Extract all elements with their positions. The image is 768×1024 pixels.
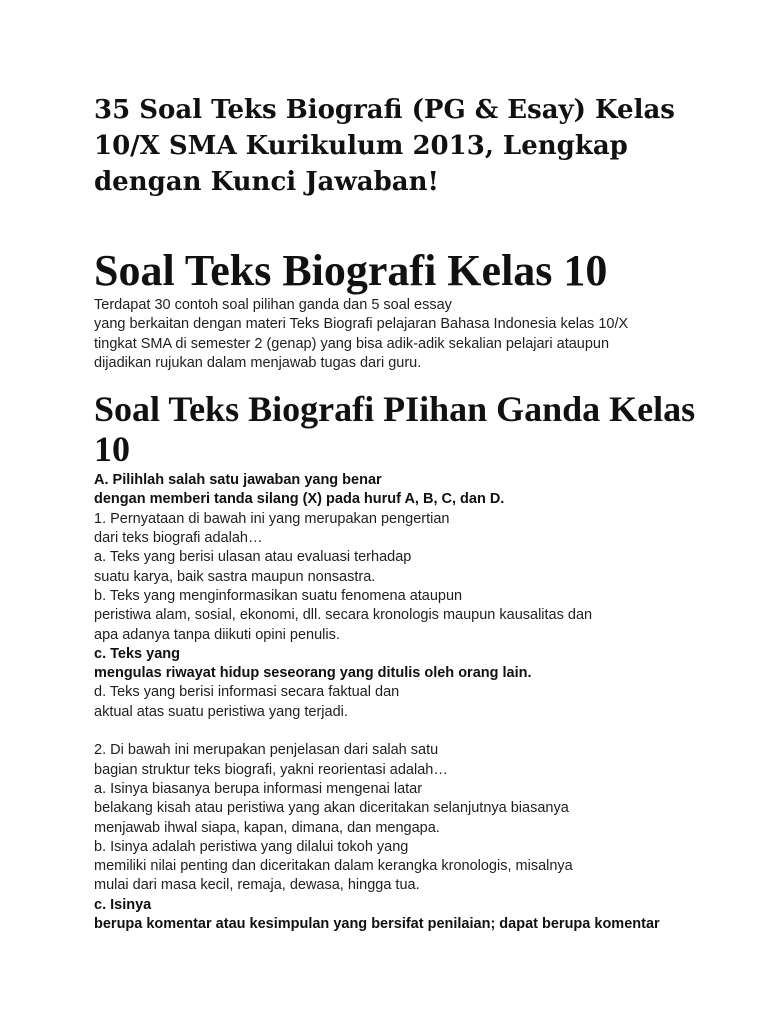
question-1-option-c-answer: c. Teks yang [94,645,180,662]
question-2 [94,741,708,934]
question-1-option-b: peristiwa alam, sosial, ekonomi, dll. secara kronologis maupun kausalitas dan [94,607,593,624]
question-2-text: bagian struktur teks biografi, yakni reorientasi adalah… [94,761,448,778]
question-2-option-b: mulai dari masa kecil, remaja, dewasa, hingga tua. [94,877,420,894]
question-1-text: dari teks biografi adalah… [94,530,263,547]
question-1-option-d: d. Teks yang berisi informasi secara faktual dan [94,684,400,701]
questions-body [94,471,708,934]
instruction [94,471,708,510]
question-1 [94,510,708,722]
intro-line: dijadikan rujukan dalam menjawab tugas dari guru. [94,354,422,371]
question-1-option-a: suatu karya, baik sastra maupun nonsastra. [94,568,376,585]
question-1-text: 1. Pernyataan di bawah ini yang merupakan pengertian [94,510,450,527]
question-2-option-a: menjawab ihwal siapa, kapan, dimana, dan mengapa. [94,819,440,836]
question-1-option-c-answer: mengulas riwayat hidup seseorang yang ditulis oleh orang lain. [94,665,532,682]
question-2-option-a: a. Isinya biasanya berupa informasi mengenai latar [94,780,423,797]
question-2-text: 2. Di bawah ini merupakan penjelasan dari salah satu [94,742,439,759]
intro-paragraph [94,296,708,373]
question-1-option-a: a. Teks yang berisi ulasan atau evaluasi terhadap [94,549,412,566]
intro-line: Terdapat 30 contoh soal pilihan ganda dan 5 soal essay [94,297,452,313]
question-2-option-b: b. Isinya adalah peristiwa yang dilalui tokoh yang [94,838,409,855]
intro-line: yang berkaitan dengan materi Teks Biografi pelajaran Bahasa Indonesia kelas 10/X [94,316,629,333]
question-2-option-c-answer: c. Isinya [94,896,152,913]
question-2-option-c-answer: berupa komentar atau kesimpulan yang bersifat penilaian; dapat berupa komentar [94,916,660,933]
document-title: 35 Soal Teks Biografi (PG & Esay) Kelas 10/X SMA Kurikulum 2013, Lengkap dengan Kunci Jawaban! [94,95,675,197]
instruction-line: A. Pilihlah salah satu jawaban yang benar [94,472,382,489]
question-1-option-b: b. Teks yang menginformasikan suatu fenomena ataupun [94,587,463,604]
instruction-line: dengan memberi tanda silang (X) pada huruf A, B, C, dan D. [94,491,505,508]
section-heading-pilihan-ganda: Soal Teks Biografi PIihan Ganda Kelas 10 [94,389,696,470]
paragraph-gap [94,722,708,741]
section-heading-biografi: Soal Teks Biografi Kelas 10 [94,246,608,295]
intro-line: tingkat SMA di semester 2 (genap) yang bisa adik-adik sekalian pelajari ataupun [94,335,610,352]
question-2-option-b: memiliki nilai penting dan diceritakan dalam kerangka kronologis, misalnya [94,858,573,875]
question-1-option-b: apa adanya tanpa diikuti opini penulis. [94,626,340,643]
question-2-option-a: belakang kisah atau peristiwa yang akan diceritakan selanjutnya biasanya [94,800,569,817]
question-1-option-d: aktual atas suatu peristiwa yang terjadi. [94,703,348,720]
